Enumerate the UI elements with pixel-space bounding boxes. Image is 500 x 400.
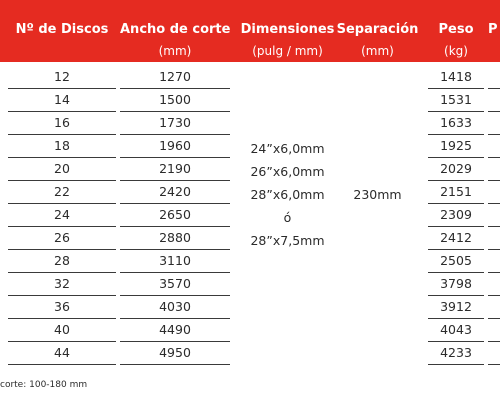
cell-ancho: 2420: [159, 184, 191, 199]
cell-discos: 18: [54, 138, 70, 153]
row-divider: [488, 157, 500, 158]
cell-discos: 16: [54, 115, 70, 130]
cell-peso: 3912: [440, 299, 472, 314]
footnote: corte: 100-180 mm: [0, 380, 88, 390]
row-divider: [428, 364, 484, 365]
cell-ancho: 1730: [159, 115, 191, 130]
header-cutoff: P: [488, 22, 498, 37]
dimension-line: 28”x7,5mm: [250, 233, 325, 248]
unit-dimensiones: (pulg / mm): [252, 44, 323, 58]
column-peso: [428, 0, 484, 400]
cell-peso: 1925: [440, 138, 472, 153]
header-discos: Nº de Discos: [15, 22, 109, 37]
row-divider: [488, 318, 500, 319]
cell-discos: 14: [54, 92, 70, 107]
cell-discos: 12: [54, 69, 70, 84]
unit-separacion: (mm): [361, 44, 394, 58]
cell-ancho: 4030: [159, 299, 191, 314]
column-cutoff: [488, 0, 500, 400]
cell-ancho: 2880: [159, 230, 191, 245]
cell-discos: 20: [54, 161, 70, 176]
row-divider: [488, 272, 500, 273]
cell-peso: 4233: [440, 345, 472, 360]
row-divider: [488, 226, 500, 227]
row-divider: [488, 180, 500, 181]
row-divider: [488, 249, 500, 250]
dimension-line: 28”x6,0mm: [250, 187, 325, 202]
unit-peso: (kg): [444, 44, 468, 58]
cell-discos: 24: [54, 207, 70, 222]
separation-value: 230mm: [353, 187, 402, 202]
cell-peso: 2412: [440, 230, 472, 245]
column-discos: [8, 0, 116, 400]
cell-discos: 40: [54, 322, 70, 337]
cell-peso: 1633: [440, 115, 472, 130]
row-divider: [488, 88, 500, 89]
header-ancho-de-corte: Ancho de corte: [120, 22, 231, 37]
cell-ancho: 2650: [159, 207, 191, 222]
column-separacion: [335, 0, 420, 400]
header-peso: Peso: [438, 22, 474, 37]
cell-discos: 44: [54, 345, 70, 360]
dimension-line: 24”x6,0mm: [250, 141, 325, 156]
cell-ancho: 4490: [159, 322, 191, 337]
cell-peso: 2309: [440, 207, 472, 222]
header-dimensiones: Dimensiones: [240, 22, 335, 37]
cell-peso: 2151: [440, 184, 472, 199]
cell-peso: 1418: [440, 69, 472, 84]
row-divider: [488, 111, 500, 112]
row-divider: [488, 134, 500, 135]
cell-peso: 4043: [440, 322, 472, 337]
cell-peso: 2029: [440, 161, 472, 176]
header-separacion: Separación: [336, 22, 419, 37]
cell-ancho: 4950: [159, 345, 191, 360]
row-divider: [120, 364, 230, 365]
column-dimensiones: [240, 0, 335, 400]
row-divider: [488, 203, 500, 204]
row-divider: [488, 341, 500, 342]
cell-discos: 32: [54, 276, 70, 291]
cell-ancho: 1960: [159, 138, 191, 153]
column-ancho-de-corte: [120, 0, 230, 400]
cell-peso: 2505: [440, 253, 472, 268]
dimension-line: ó: [283, 210, 292, 225]
cell-discos: 22: [54, 184, 70, 199]
cell-ancho: 3570: [159, 276, 191, 291]
cell-ancho: 1500: [159, 92, 191, 107]
row-divider: [8, 364, 116, 365]
row-divider: [488, 364, 500, 365]
cell-peso: 3798: [440, 276, 472, 291]
cell-peso: 1531: [440, 92, 472, 107]
cell-ancho: 3110: [159, 253, 191, 268]
cell-ancho: 1270: [159, 69, 191, 84]
cell-ancho: 2190: [159, 161, 191, 176]
dimension-line: 26”x6,0mm: [250, 164, 325, 179]
cell-discos: 26: [54, 230, 70, 245]
cell-discos: 36: [54, 299, 70, 314]
row-divider: [488, 295, 500, 296]
cell-discos: 28: [54, 253, 70, 268]
unit-ancho-de-corte: (mm): [158, 44, 192, 58]
